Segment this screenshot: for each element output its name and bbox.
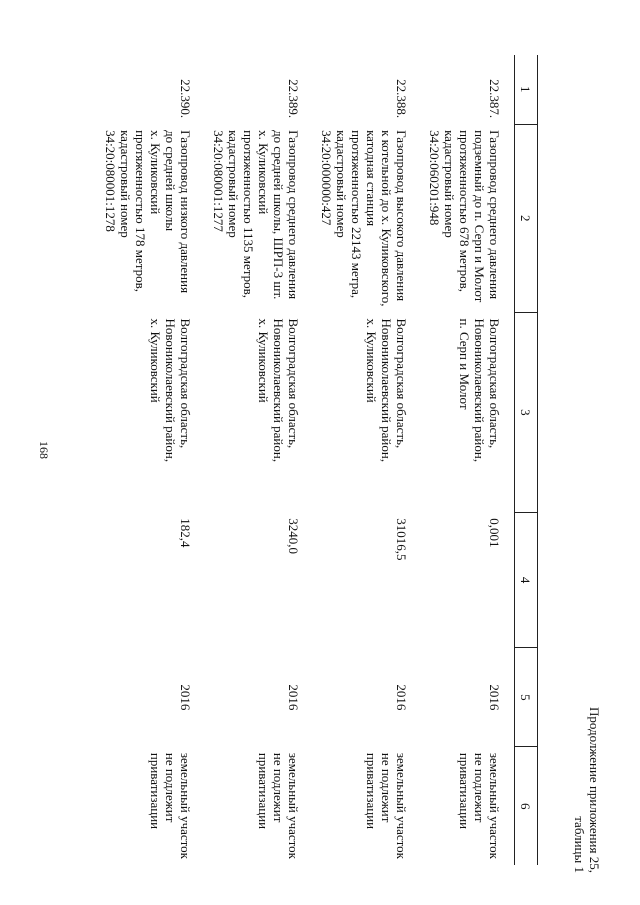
object-name-line: кадастровый номер [442, 130, 457, 238]
table-caption [572, 553, 602, 873]
object-name-line: подземный до п. Серп и Молот [472, 130, 487, 303]
note-line: приватизации [457, 752, 472, 830]
object-name-line: протяженностью 22143 метра, [349, 130, 364, 299]
column-header-5: 5 [515, 648, 538, 747]
column-header-1: 1 [515, 55, 538, 124]
object-name-line: 34:20:080001:1278 [103, 130, 118, 232]
object-note [205, 747, 313, 865]
object-name-line: кадастровый номер [118, 130, 133, 238]
object-name-line: кадастровый номер [226, 130, 241, 238]
object-name-line: до средней школы [163, 130, 178, 232]
object-name-line: 34:20:080001:1277 [211, 130, 226, 232]
address-line: Новониколаевский район, [163, 318, 178, 463]
object-year: 2016 [286, 684, 301, 711]
note-line: не подлежит [472, 752, 487, 823]
row-number: 22.389. [286, 79, 301, 119]
page-number: 168 [37, 441, 51, 459]
address-line: Новониколаевский район, [271, 318, 286, 463]
note-line: не подлежит [379, 752, 394, 823]
note-line: земельный участок [286, 752, 301, 859]
property-register-table [97, 55, 538, 865]
object-name-line: к котельной до х. Куликовского, [379, 130, 394, 307]
object-name [313, 124, 421, 312]
caption-line: Продолжение приложения 25, [587, 706, 602, 873]
object-name-line: протяженностью 1135 метров, [241, 130, 256, 298]
object-note [313, 747, 421, 865]
object-name-line: 34:20:060201:948 [427, 130, 442, 226]
object-name-line: Газопровод среднего давления [286, 130, 301, 300]
note-line: приватизации [148, 752, 163, 830]
object-name-line: Газопровод низкого давления [178, 130, 193, 294]
object-name [205, 124, 313, 312]
address-line: х. Куликовский [148, 318, 163, 403]
column-header-2: 2 [515, 124, 538, 312]
table-row [97, 55, 205, 865]
address-line: х. Куликовский [256, 318, 271, 403]
address-line: х. Куликовский [364, 318, 379, 403]
header-row [515, 55, 538, 865]
row-number: 22.390. [178, 79, 193, 119]
column-header-4: 4 [515, 512, 538, 648]
object-address [421, 312, 515, 512]
table-row [205, 55, 313, 865]
object-name-line: х. Куликовский [148, 130, 163, 215]
address-line: Волгоградская область, [394, 318, 409, 449]
note-line: приватизации [256, 752, 271, 830]
row-number: 22.387. [487, 79, 502, 119]
address-line: Новониколаевский район, [472, 318, 487, 463]
address-line: п. Серп и Молот [457, 318, 472, 410]
object-value: 182,4 [178, 518, 193, 548]
object-value: 0,001 [487, 518, 502, 548]
object-name-line: до средней школы, ШРП-3 шт. [271, 130, 286, 300]
table-row [313, 55, 421, 865]
object-year: 2016 [178, 684, 193, 711]
object-note [421, 747, 515, 865]
object-name [421, 124, 515, 312]
object-year: 2016 [487, 684, 502, 711]
object-name [97, 124, 205, 312]
object-name-line: Газопровод среднего давления [487, 130, 502, 300]
note-line: приватизации [364, 752, 379, 830]
object-note [97, 747, 205, 865]
note-line: не подлежит [163, 752, 178, 823]
object-name-line: кадастровый номер [334, 130, 349, 238]
note-line: земельный участок [394, 752, 409, 859]
object-name-line: протяженностью 678 метров, [457, 130, 472, 292]
row-number: 22.388. [394, 79, 409, 119]
object-name-line: Газопровод высокого давления [394, 130, 409, 302]
object-name-line: катодная станция [364, 130, 379, 227]
object-year: 2016 [394, 684, 409, 711]
note-line: не подлежит [271, 752, 286, 823]
object-name-line: протяженностью 178 метров, [133, 130, 148, 292]
object-name-line: 34:20:000000:427 [319, 130, 334, 226]
object-address [205, 312, 313, 512]
caption-line: таблицы 1 [572, 816, 587, 873]
address-line: Новониколаевский район, [379, 318, 394, 463]
object-value: 3240,0 [286, 518, 301, 554]
object-address [313, 312, 421, 512]
address-line: Волгоградская область, [487, 318, 502, 449]
table-row [421, 55, 515, 865]
address-line: Волгоградская область, [286, 318, 301, 449]
object-name-line: х. Куликовский [256, 130, 271, 215]
object-value: 31016,5 [394, 518, 409, 561]
note-line: земельный участок [178, 752, 193, 859]
column-header-6: 6 [515, 747, 538, 865]
column-header-3: 3 [515, 312, 538, 512]
object-address [97, 312, 205, 512]
note-line: земельный участок [487, 752, 502, 859]
address-line: Волгоградская область, [178, 318, 193, 449]
